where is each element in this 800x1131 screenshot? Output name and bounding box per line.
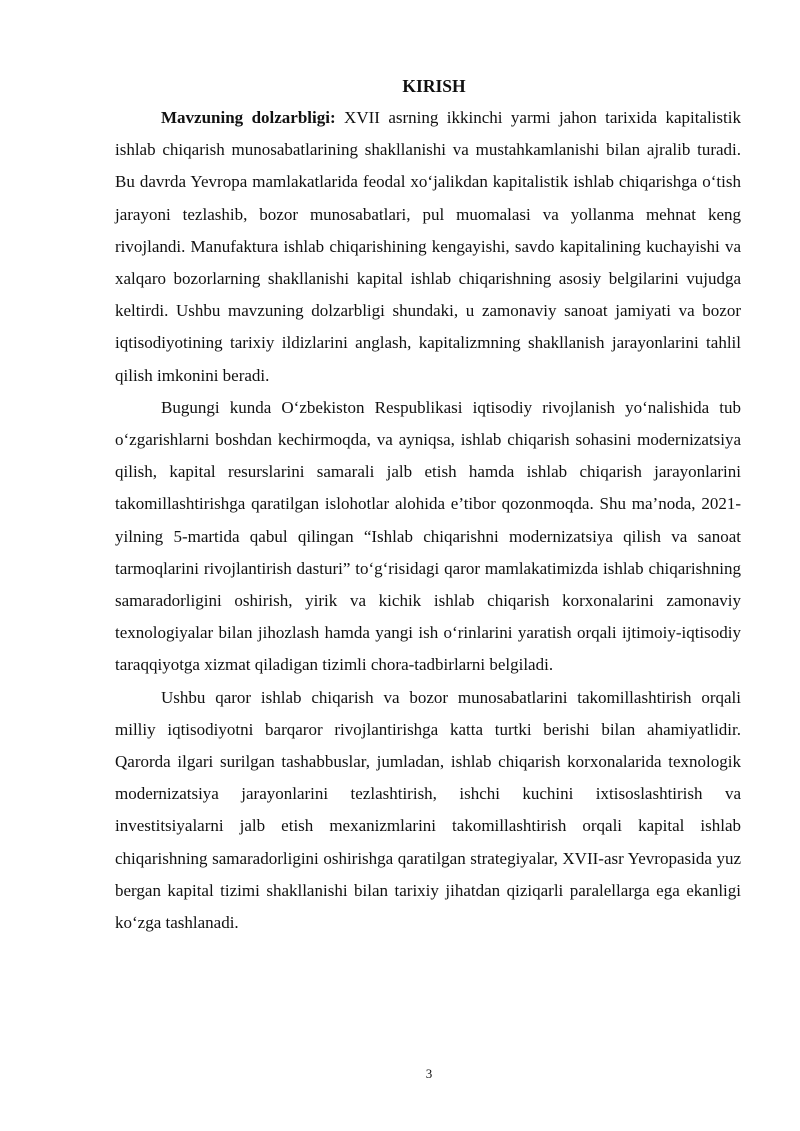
paragraph-relevance bbox=[115, 102, 741, 392]
paragraph-lead-heading: Mavzuning dolzarbligi: bbox=[161, 108, 336, 127]
document-title: KIRISH bbox=[402, 76, 466, 96]
paragraph-text: XVII asrning ikkinchi yarmi jahon tarixida kapitalistik ishlab chiqarish munosabatlarining shakllanishi va mustahkamlanishi bilan ajralib turadi. Bu davrda Yevropa mamlakatlarida feodal xo‘jalikdan kapitalistik ishlab chiqarishga o‘tish jarayoni tezlashib, bozor munosabatlari, pul muomalasi va yollanma mehnat keng rivojlandi. Manufaktura ishlab chiqarishining kengayishi, savdo kapitalining kuchayishi va xalqaro bozorlarning shakllanishi kapital ishlab chiqarishning asosiy belgilarini vujudga keltirdi. Ushbu mavzuning dolzarbligi shundaki, u zamonaviy sanoat jamiyati va bozor iqtisodiyotining tarixiy ildizlarini anglash, kapitalizmning shakllanish jarayonlarini tahlil qilish imkonini beradi. bbox=[115, 108, 741, 385]
paragraph-uzbekistan-reforms: Bugungi kunda O‘zbekiston Respublikasi iqtisodiy rivojlanish yo‘nalishida tub o‘zgarishlarni boshdan kechirmoqda, va ayniqsa, ishlab chiqarish sohasini modernizatsiya qilish, kapital resurslarini samarali jalb etish hamda ishlab chiqarish jarayonlarini takomillashtirishga qaratilgan islohotlar alohida e’tibor qozonmoqda. Shu ma’noda, 2021-yilning 5-martida qabul qilingan “Ishlab chiqarishni modernizatsiya qilish va sanoat tarmoqlarini rivojlantirish dasturi” to‘g‘risidagi qaror mamlakatimizda ishlab chiqarishning samaradorligini oshirish, yirik va kichik ishlab chiqarish korxonalarini zamonaviy texnologiyalar bilan jihozlash hamda yangi ish o‘rinlarini yaratish orqali ijtimoiy-iqtisodiy taraqqiyotga xizmat qiladigan tizimli chora-tadbirlarni belgiladi. bbox=[115, 397, 741, 675]
document-page bbox=[115, 76, 741, 939]
paragraph-decree-significance: Ushbu qaror ishlab chiqarish va bozor munosabatlarini takomillashtirish orqali milliy iqtisodiyotni barqaror rivojlantirishga katta turtki berishi bilan ahamiyatlidir. Qarorda ilgari surilgan tashabbuslar, jumladan, ishlab chiqarish korxonalarida texnologik modernizatsiya jarayonlarini tezlashtirish, ishchi kuchini ixtisoslashtirish va investitsiyalarni jalb etish mexanizmlarini takomillashtirish orqali kapital ishlab chiqarishning samaradorligini oshirishga qaratilgan strategiyalar, XVII-asr Yevropasida yuz bergan kapital tizimi shakllanishi bilan tarixiy jihatdan qiziqarli paralellarga ega ekanligi ko‘zga tashlanadi. bbox=[115, 687, 741, 933]
page-number: 3 bbox=[425, 1066, 433, 1081]
